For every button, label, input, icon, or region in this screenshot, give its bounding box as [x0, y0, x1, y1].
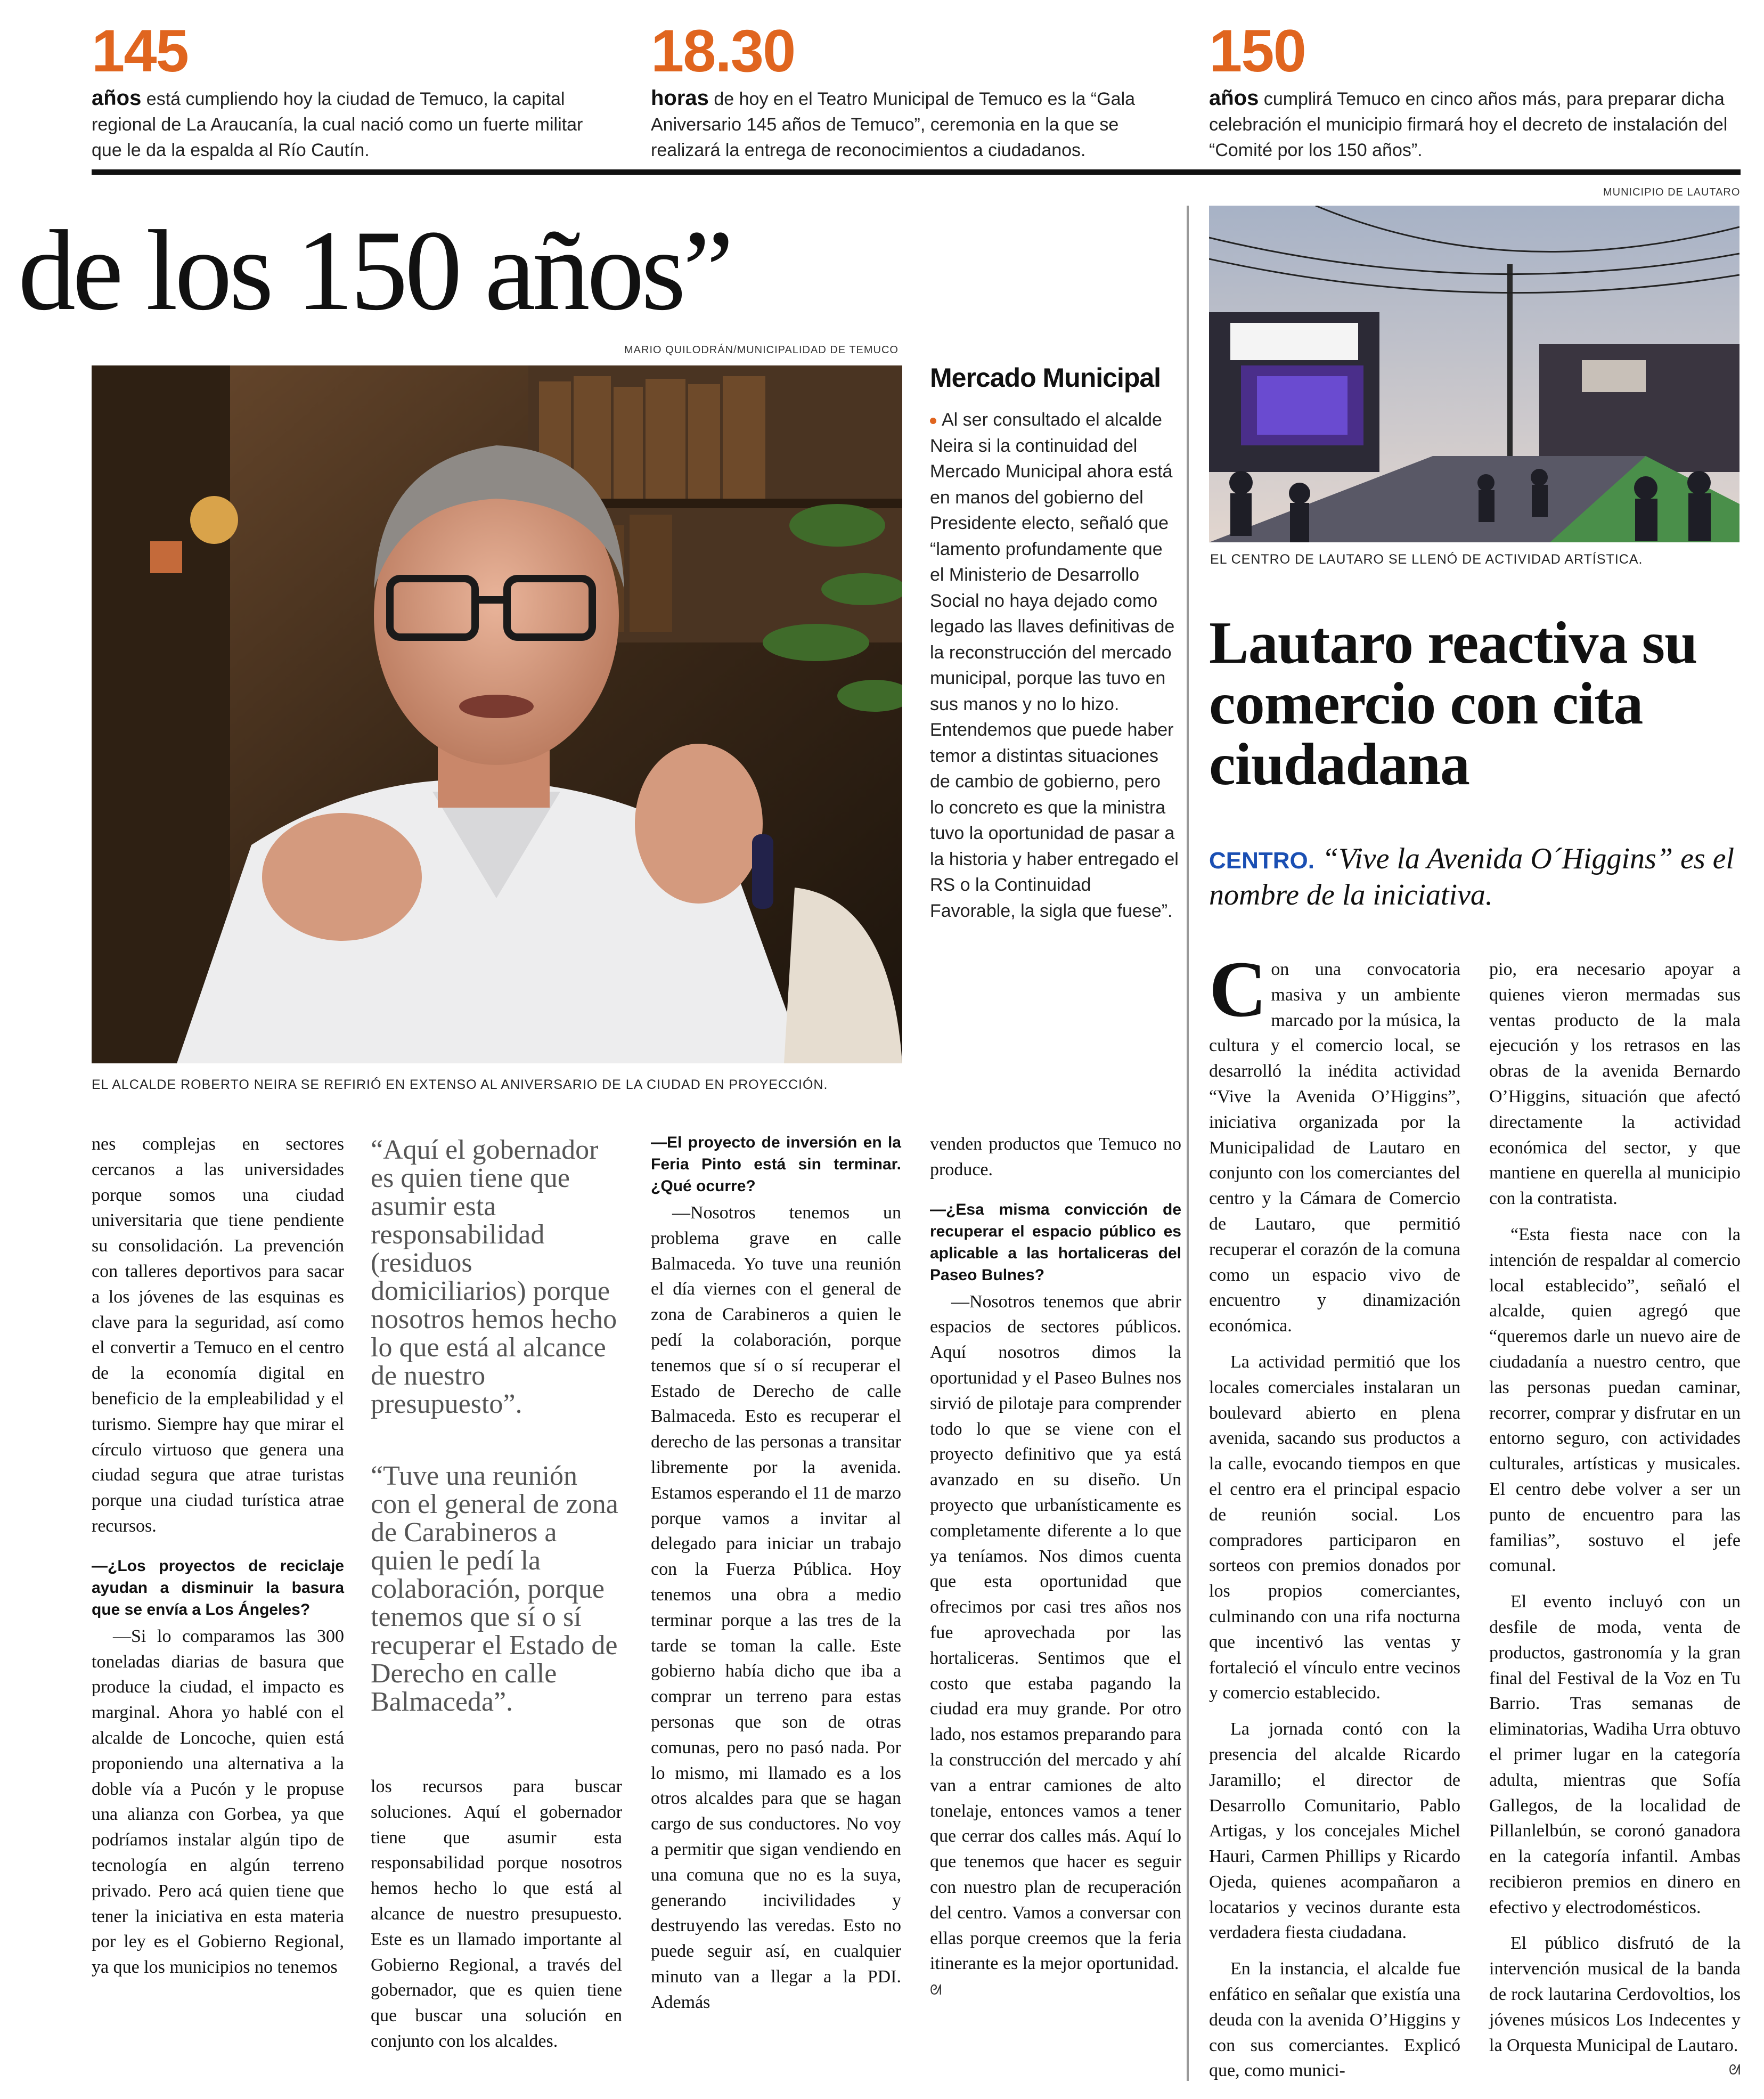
paragraph: —Nosotros tenemos que abrir espacios de sectores públicos. Aquí nosotros dimos la oportunidad y el Paseo Bulnes nos sirvió de pilotaje para comprender todo lo que se viene con el proyecto definitivo que ya está avanzado en su diseño. Un proyecto que urbanísticamente es completamente diferente a lo que ya teníamos. Nos dimos cuenta que esta oportunidad que ofrecimos por casi tres años nos fue aprovechada por las hortaliceras. Sentimos que el costo que estaba pagando la ciudad era muy grande. Por otro lado, nos estamos preparando para la construcción del mercado y ahí van a entrar camiones de alto tonelaje, entonces vamos a tener que cerrar dos calles más. Aquí lo que tenemos que hacer es seguir con nuestro plan de recuperación del centro. Vamos a conversar con ellas porque creemos que la feria itinerante es la mejor oportunidad.: [930, 1291, 1181, 1974]
paragraph: El público disfrutó de la intervención musical de la banda de rock lautarina Cerdovoltios, los jóvenes músicos Los Indecentes y la Orquesta Municipal de Lautaro.: [1489, 1933, 1741, 2055]
mercado-sidebar: [930, 362, 1179, 924]
right-column-2: [1489, 957, 1741, 2084]
stat-block-2: [651, 18, 1183, 163]
main-headline: de los 150 años”: [18, 207, 731, 334]
stat-text: cumplirá Temuco en cinco años más, para preparar dicha celebración el municipio firmará hoy el decreto de instalación del “Comité por los 150 años”.: [1209, 89, 1728, 160]
stat-unit: años: [92, 86, 142, 110]
paragraph: “Esta fiesta nace con la intención de respaldar al comercio local establecido”, señaló el alcalde, quien agregó que “queremos darle un nuevo aire de ciudadanía a nuestro centro, que las personas puedan caminar, recorrer, comprar y disfrutar en un entorno seguro, con actividades culturales, artísticas y musicales. El centro debe volver a ser un punto de encuentro para las familias”, sostuvo el jefe comunal.: [1489, 1224, 1741, 1576]
end-mark-icon: ᘛ: [1728, 2062, 1741, 2079]
deck-tag: CENTRO.: [1209, 848, 1314, 874]
main-column-4: [930, 1132, 1181, 2004]
paragraph: —Nosotros tenemos un problema grave en calle Balmaceda. Yo tuve una reunión el día viernes con el general de zona de Carabineros a quien le pedí la colaboración, porque tenemos que sí o sí recuperar el Estado de Derecho de calle Balmaceda. Esto es recuperar el derecho de las personas a transitar libremente por la avenida. Estamos esperando el 11 de marzo porque vamos a invitar al delegado para iniciar un trabajo con la Fuerza Pública. Hoy tenemos una obra a medio terminar porque a las tres de la tarde se toman la calle. Este gobierno había dicho que iba a comprar un terreno para estas personas que son de otras comunas, pero no pasó nada. Por lo mismo, mi llamado es a los otros alcaldes para que se hagan cargo de sus conductores. No voy a permitir que sigan vendiendo en una comuna que no es la suya, generando incivilidades y destruyendo las veredas. Esto no puede seguir así, en cualquier minuto van a llegar a la PDI. Además: [651, 1203, 901, 2012]
bullet-icon: [930, 418, 936, 424]
paragraph: —Si lo comparamos las 300 toneladas diarias de basura que produce la ciudad, el impacto es marginal. Ahora yo hablé con el alcalde de Loncoche, quien está proponiendo una alternativa a la doble vía a Pucón y le propuse una alianza con Gorbea, ya que podríamos instalar algún tipo de tecnología en algún terreno privado. Pero acá quien tiene que tener la iniciativa en esta materia por ley es el Gobierno Regional, ya que los municipios no tenemos: [92, 1626, 344, 1978]
photo-credit: MARIO QUILODRÁN/MUNICIPALIDAD DE TEMUCO: [624, 344, 899, 356]
mayor-photo-illustration: [92, 365, 902, 1063]
paragraph: pio, era necesario apoyar a quienes vieron mermadas sus ventas producto de la mala ejecución y los retrasos en las obras de la avenida Bernardo O’Higgins, situación que afectó directamente la actividad económica del sector, y que mantiene en querella al municipio con la contratista.: [1489, 959, 1741, 1209]
stat-block-3: [1209, 18, 1736, 163]
top-rule: [92, 169, 1741, 175]
right-column-1: [1209, 945, 1460, 2084]
stat-text: de hoy en el Teatro Municipal de Temuco es la “Gala Aniversario 145 años de Temuco”, ceremonia en la que se realizará la entrega de reconocimientos a ciudadanos.: [651, 89, 1136, 160]
stat-unit: años: [1209, 86, 1259, 110]
right-deck: [1209, 842, 1736, 912]
stat-number: 18.30: [651, 18, 795, 84]
paragraph: El evento incluyó con un desfile de moda, venta de productos, gastronomía y la gran final del Festival de la Voz en Tu Barrio. Tras semanas de eliminatorias, Wadiha Urra obtuvo el primer lugar en la categoría adulta, mientras que Sofía Gallegos, de la localidad de Pillanlelbún, se coronó ganadora en la categoría infantil. Ambas recibieron premios en dinero en efectivo y electrodomésticos.: [1489, 1592, 1741, 1917]
stat-number: 150: [1209, 18, 1305, 84]
main-column-3: [651, 1132, 901, 2015]
stat-block-1: [92, 18, 614, 163]
main-column-1: [92, 1132, 344, 1980]
right-photo-credit: MUNICIPIO DE LAUTARO: [1603, 186, 1741, 198]
right-headline: Lautaro reactiva su comercio con cita ciudadana: [1209, 610, 1697, 798]
photo-caption: EL ALCALDE ROBERTO NEIRA SE REFIRIÓ EN EXTENSO AL ANIVERSARIO DE LA CIUDAD EN PROYECCIÓN.: [92, 1077, 828, 1092]
paragraph: En la instancia, el alcalde fue enfático en señalar que existía una deuda con la avenida O’Higgins y con sus comerciantes. Explicó que, como munici-: [1209, 1959, 1460, 2081]
sidebar-title: Mercado Municipal: [930, 363, 1161, 393]
column-divider: [1187, 206, 1189, 2081]
paragraph: La actividad permitió que los locales comerciales instalaran un boulevard abierto en plena avenida, sacando sus productos a la calle, evocando tiempos en que el centro era el principal espacio de reunión social. Los compradores participaron en sorteos con premios donados por los propios comerciantes, culminando con una rifa nocturna que incentivó las ventas y fortaleció el vínculo entre vecinos y comercio establecido.: [1209, 1352, 1460, 1703]
lautaro-photo: [1209, 206, 1740, 542]
stat-text: está cumpliendo hoy la ciudad de Temuco, la capital regional de La Araucanía, la cual nació como un fuerte militar que le da la espalda al Río Cautín.: [92, 89, 583, 160]
paragraph: nes complejas en sectores cercanos a las universidades porque somos una ciudad universitaria que tiene pendiente su consolidación. La prevención con talleres deportivos para sacar a los jóvenes de las esquinas es clave para la seguridad, así como el convertir a Temuco en el centro de la economía digital en beneficio de la empleabilidad y el turismo. Siempre hay que mirar el círculo virtuoso que genera una ciudad segura que atrae turistas porque una ciudad turística atrae recursos.: [92, 1134, 344, 1536]
mayor-photo: [92, 365, 902, 1063]
end-mark-icon: ᘛ: [930, 1982, 942, 1999]
sidebar-text: Al ser consultado el alcalde Neira si la continuidad del Mercado Municipal ahora está en manos del gobierno del Presidente electo, señaló que “lamento profundamente que el Ministerio de Desarrollo Social no haya dejado como legado las llaves definitivas de la reconstrucción del mercado municipal, porque las tuvo en sus manos y no lo hizo. Entendemos que puede haber temor a distintas situaciones de cambio de gobierno, pero lo concreto es que la ministra tuvo la oportunidad de pasar a la historia y haber entregado el RS o la Continuidad Favorable, la sigla que fuese”.: [930, 410, 1179, 921]
drop-cap: C: [1209, 945, 1267, 1034]
paragraph: los recursos para buscar soluciones. Aquí el gobernador tiene que asumir esta responsabilidad porque nosotros hemos hecho lo que está al alcance de nuestro presupuesto. Este es un llamado importante al Gobierno Regional, a través del gobernador, que es quien tiene que buscar una solución en conjunto con los alcaldes.: [371, 1777, 622, 2051]
lautaro-photo-illustration: [1209, 206, 1740, 542]
interview-question: —¿Esa misma convicción de recuperar el espacio público es aplicable a las hortaliceras del Paseo Bulnes?: [930, 1200, 1181, 1284]
interview-question: —El proyecto de inversión en la Feria Pinto está sin terminar. ¿Qué ocurre?: [651, 1134, 901, 1195]
stat-unit: horas: [651, 86, 709, 110]
paragraph: La jornada contó con la presencia del alcalde Ricardo Jaramillo; el director de Desarrollo Comunitario, Pablo Artigas, y los concejales Michel Hauri, Carmen Phillips y Ricardo Ojeda, quienes acompañaron a locatarios y vecinos durante esta verdadera fiesta ciudadana.: [1209, 1719, 1460, 1943]
main-column-2: [371, 1774, 622, 2054]
deck-text: “Vive la Avenida O´Higgins” es el nombre de la iniciativa.: [1209, 842, 1735, 912]
pull-quote-2: “Tuve una reunión con el general de zona de Carabineros a quien le pedí la colaboración, porque tenemos que sí o sí recuperar el Estado de Derecho en calle Balmaceda”.: [371, 1461, 618, 1717]
right-photo-caption: EL CENTRO DE LAUTARO SE LLENÓ DE ACTIVIDAD ARTÍSTICA.: [1210, 552, 1643, 567]
paragraph: venden productos que Temuco no produce.: [930, 1134, 1181, 1179]
pull-quote-1: “Aquí el gobernador es quien tiene que asumir esta responsabilidad (residuos domiciliarios) porque nosotros hemos hecho lo que está al alcance de nuestro presupuesto”.: [371, 1135, 617, 1419]
interview-question: —¿Los proyectos de reciclaje ayudan a disminuir la basura que se envía a Los Ángeles?: [92, 1557, 344, 1618]
stat-number: 145: [92, 18, 188, 84]
paragraph: on una convocatoria masiva y un ambiente marcado por la música, la cultura y el comercio local, se desarrolló la inédita actividad “Vive la Avenida O’Higgins”, iniciativa organizada por la Municipalidad de Lautaro en conjunto con los comerciantes del centro y la Cámara de Comercio de Lautaro, que permitió recuperar el corazón de la comuna como un espacio vivo de encuentro y dinamización económica.: [1209, 959, 1460, 1336]
